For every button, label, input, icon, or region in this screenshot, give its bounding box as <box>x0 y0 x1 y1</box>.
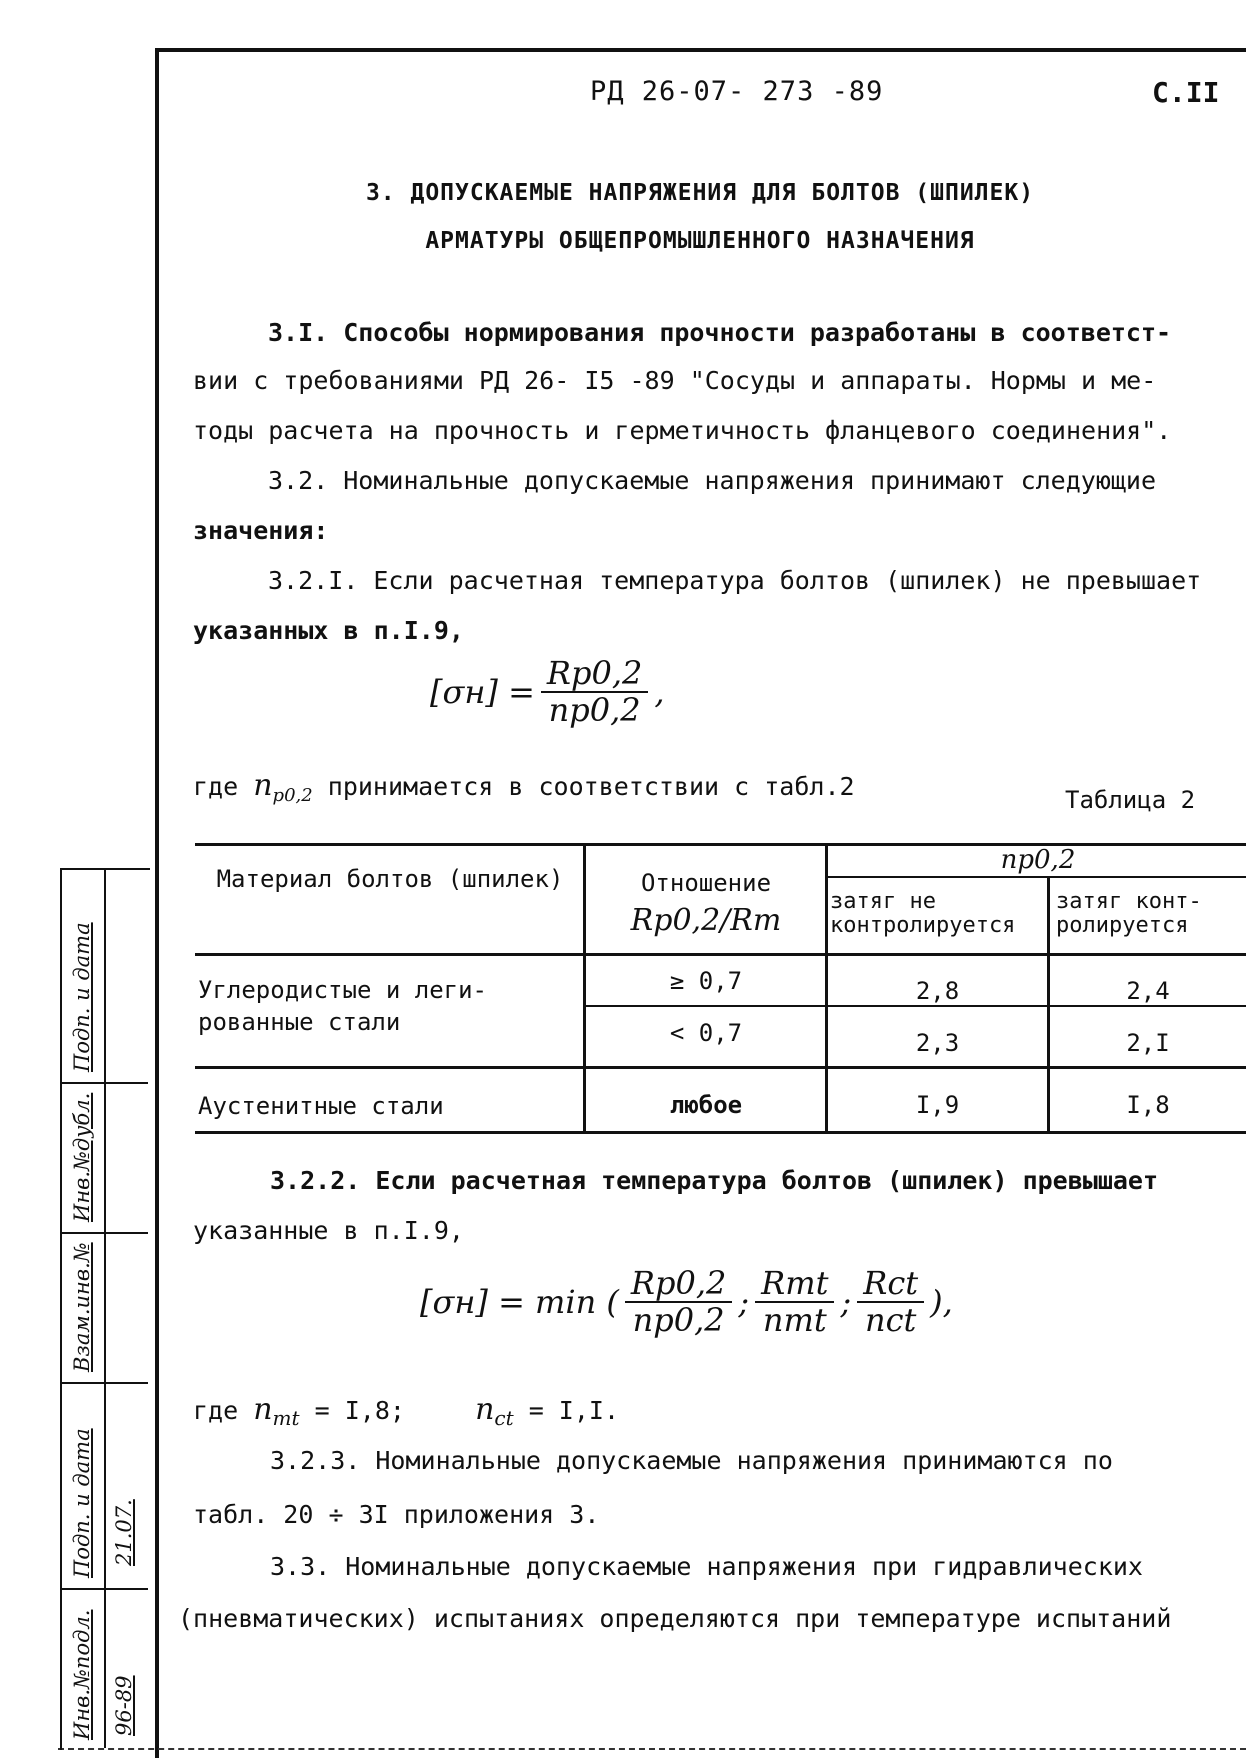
table-section-border <box>195 1066 1246 1069</box>
table-col-divider-2 <box>825 843 828 1131</box>
formula2-sep1: ; <box>738 1283 750 1322</box>
table-header-group: np0,2 <box>1000 845 1076 875</box>
formula2-fraction-2 <box>755 1266 834 1338</box>
stamp-sign-date-label: Подп. и дата <box>70 922 94 1072</box>
formula2-fraction2-den: nmt <box>762 1301 827 1340</box>
table-col-divider-3 <box>1047 876 1050 1131</box>
formula1-fraction <box>541 656 648 728</box>
paragraph-3-1-line2: вии с требованиями РД 26- I5 -89 "Сосуды и аппараты. Нормы и ме- <box>193 366 1157 395</box>
table-row1-material: Углеродистые и леги- рованные стали <box>198 976 487 1037</box>
page-frame-top <box>155 48 1246 52</box>
formula2-sep2: ; <box>840 1283 852 1322</box>
stamp-inv-value: 96-89 <box>112 1675 136 1736</box>
stamp-row-divider-3 <box>60 1382 148 1384</box>
formula2-fraction1-num: Rp0,2 <box>625 1266 732 1303</box>
stamp-replace-inv-label: Взам.инв.№ <box>70 1242 94 1372</box>
where2-n2: n <box>475 1392 495 1427</box>
formula2-fraction3-den: nct <box>864 1301 917 1340</box>
stamp-sign-date2-label: Подп. и дата <box>70 1428 94 1578</box>
table-header-material: Материал болтов (шпилек) <box>216 865 564 893</box>
table-header-controlled: затяг конт- ролируется <box>1056 889 1202 939</box>
where-n-p02-line <box>193 768 855 806</box>
table-header-bottom-border <box>195 953 1246 956</box>
paragraph-3-3-line1: 3.3. Номинальные допускаемые напряжения при гидравлических <box>270 1552 1143 1581</box>
table-row1-ratio: ≥ 0,7 <box>669 967 743 995</box>
table-row3-material: Аустенитные стали <box>198 1092 444 1120</box>
where-nmt-nct-line <box>193 1392 619 1430</box>
formula1-tail: , <box>654 673 665 712</box>
formula2-fraction-3 <box>857 1266 924 1338</box>
table-header-ratio-label: Отношение <box>640 869 772 897</box>
where2-n1: n <box>253 1392 273 1427</box>
table-row2-controlled: 2,I <box>1126 1029 1170 1057</box>
paragraph-3-3-line2: (пневматических) испытаниях определяются при температуре испытаний <box>178 1604 1172 1633</box>
stamp-row-divider-1 <box>60 1082 148 1084</box>
table-row2-ratio: < 0,7 <box>669 1019 743 1047</box>
table-row2-not-controlled: 2,3 <box>915 1029 960 1057</box>
where1-subscript: p0,2 <box>272 785 313 806</box>
section-title-line2: АРМАТУРЫ ОБЩЕПРОМЫШЛЕННОГО НАЗНАЧЕНИЯ <box>425 228 975 254</box>
where2-val2: = I,I. <box>528 1396 620 1425</box>
table-bottom-border <box>195 1131 1246 1134</box>
formula2-fraction3-num: Rct <box>857 1266 924 1303</box>
formula2-fraction-1 <box>625 1266 732 1338</box>
table-row-divider <box>583 1005 1246 1007</box>
paragraph-3-2-2-line2: указанные в п.I.9, <box>193 1216 464 1245</box>
paragraph-3-1-line1: 3.I. Способы нормирования прочности разработаны в соответст- <box>268 318 1172 347</box>
formula1-numerator: Rp0,2 <box>541 656 648 693</box>
page-frame-left <box>155 48 159 1758</box>
paragraph-3-2-3-line2: табл. 20 ÷ 3I приложения 3. <box>193 1500 600 1529</box>
formula2-fraction1-den: np0,2 <box>632 1301 725 1340</box>
section-title-line1: 3. ДОПУСКАЕМЫЕ НАПРЯЖЕНИЯ ДЛЯ БОЛТОВ (ШПИЛЕК) <box>365 180 1035 206</box>
formula1-lhs: [σн] = <box>430 673 535 712</box>
stamp-row-divider-2 <box>60 1232 148 1234</box>
table-row1-not-controlled: 2,8 <box>915 977 960 1005</box>
formula-allowable-stress-2 <box>420 1266 953 1338</box>
where2-val1: = I,8; <box>314 1396 405 1425</box>
paragraph-3-1-line3: тоды расчета на прочность и герметичность фланцевого соединения". <box>193 416 1172 445</box>
where1-symbol: n <box>253 768 273 803</box>
where2-n2-sub: ct <box>494 1406 514 1430</box>
table-group-divider <box>825 876 1246 878</box>
paragraph-3-2-line2: значения: <box>193 516 329 545</box>
document-code: РД 26-07- 273 -89 <box>590 76 884 107</box>
paragraph-3-2-1-line2: указанных в п.I.9, <box>193 616 464 645</box>
page-number: С.II <box>1152 76 1220 109</box>
paragraph-3-2-1-line1: 3.2.I. Если расчетная температура болтов (шпилек) не превышает <box>268 566 1202 595</box>
table-row3-ratio: любое <box>669 1091 743 1119</box>
table-header-not-controlled: затяг не контролируется <box>830 889 1016 939</box>
formula2-tail: ), <box>930 1283 953 1322</box>
paragraph-3-2-line1: 3.2. Номинальные допускаемые напряжения принимают следующие <box>268 466 1157 495</box>
table-caption: Таблица 2 <box>1065 786 1196 814</box>
table-row3-controlled: I,8 <box>1126 1091 1170 1119</box>
formula-allowable-stress-1 <box>430 656 665 728</box>
stamp-row-divider-4 <box>60 1588 148 1590</box>
page-frame-bottom <box>58 1748 1246 1750</box>
stamp-date-value: 21.07. <box>112 1499 136 1566</box>
paragraph-3-2-2-line1: 3.2.2. Если расчетная температура болтов (шпилек) превышает <box>270 1166 1159 1195</box>
where2-prefix: где <box>193 1396 239 1425</box>
formula1-denominator: np0,2 <box>548 691 641 730</box>
paragraph-3-2-3-line1: 3.2.3. Номинальные допускаемые напряжения принимаются по <box>270 1446 1113 1475</box>
where1-prefix: где <box>193 772 239 801</box>
where1-suffix: принимается в соответствии с табл.2 <box>327 772 855 801</box>
table-row3-not-controlled: I,9 <box>915 1091 960 1119</box>
stamp-inv-orig-label: Инв.№подл. <box>70 1609 94 1740</box>
table-col-divider-1 <box>583 843 586 1131</box>
formula2-lhs: [σн] = min ( <box>420 1283 619 1322</box>
table-row1-controlled: 2,4 <box>1126 977 1170 1005</box>
table-header-ratio-formula: Rp0,2/Rm <box>630 903 782 938</box>
stamp-inv-dup-label: Инв.№дубл. <box>70 1092 94 1222</box>
formula2-fraction2-num: Rmt <box>755 1266 834 1303</box>
where2-n1-sub: mt <box>272 1406 300 1430</box>
